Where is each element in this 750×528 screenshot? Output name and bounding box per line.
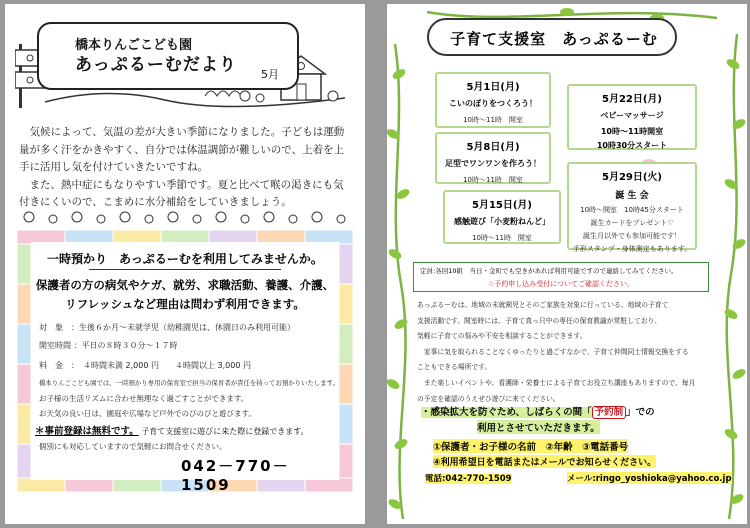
support-room-title-frame — [427, 18, 677, 56]
reservation-notice: ☆予約申し込み受付についてご確認ください。 — [487, 280, 635, 288]
org-name: 橋本りんごこども園 — [75, 38, 193, 53]
event-time: 10時〜11時 開室 — [472, 234, 532, 242]
description-line: の予定を確認のうえぜひ遊びに来てください。 — [417, 394, 560, 403]
event-name: 誕 生 会 — [615, 191, 649, 201]
event-card — [435, 72, 551, 128]
phone-number: 042－770－1509 — [181, 457, 290, 494]
notice-registration — [35, 423, 309, 437]
event-name: 足型でワンワンを作ろう！ — [445, 159, 541, 168]
description-line: あっぷるーむは、地域の未就園児とそのご家族を対象に行っている、地域の子育て — [417, 301, 669, 309]
description-line: こともできる場所です。 — [417, 363, 492, 372]
newsletter-left-page — [5, 4, 365, 524]
newsletter-right-page — [387, 4, 747, 524]
notice-title-underline — [89, 269, 281, 270]
event-card — [567, 84, 697, 150]
description-line: また楽しいイベントや、看護師・栄養士による子育てお役立ち講座もありますので、毎月 — [417, 378, 696, 387]
event-name: ベビーマッサージ — [600, 111, 664, 120]
newsletter-banner — [15, 16, 345, 112]
contact-details — [425, 472, 732, 484]
capacity-text: 定員:各回10組 当日・金町でも空きがあれば利用可能ですので連絡してみてください。 — [420, 267, 678, 275]
notice-lead-line: 保護者の方の病気やケガ、就労、求職活動、養護、介護、 — [35, 278, 335, 292]
description-line: 家事に気を取られることなくゆったりと過ごすなかで、子育て仲間同士情報交換をする — [417, 347, 689, 356]
newsletter-month: 5月 — [261, 68, 279, 81]
reservation-required-label: 予約制 — [592, 406, 627, 419]
support-room-title: 子育て支援室 あっぷるーむ — [450, 30, 658, 48]
event-note: 手形スタンプ・身体測定もあります。 — [572, 245, 692, 253]
event-date: 5月22日(月) — [601, 94, 662, 105]
covid-line-end: 」での — [626, 407, 655, 418]
required-info: ①保護者・お子様の名前 ②年齢 ③電話番号 — [433, 439, 628, 453]
description-line: 気軽に子育ての悩みや不安を相談することができます。 — [417, 332, 587, 341]
notice-note: お子様の生活リズムに合わせ無理なく過ごすことができます。 — [39, 394, 249, 403]
notice-lead-line: リフレッシュなど理由は問わず利用できます。 — [65, 297, 305, 311]
covid-line: 利用とさせていただきます。 — [477, 420, 600, 434]
event-date: 5月1日(月) — [466, 82, 520, 93]
notice-note: 橋本りんごこども園では、一時預かり専用の保育室で担当の保育者が責任を持ってお預かりいたします。 — [39, 379, 339, 387]
event-name: 感触遊び「小麦粉ねんど」 — [454, 217, 550, 226]
event-time: 10時〜開室 10時45分スタート — [580, 206, 684, 214]
room-description — [417, 298, 717, 407]
event-time: 10時〜11時 開室 — [463, 176, 523, 184]
description-line: 支援活動です。開室時には、子育て真っ只中の専任の保育教諭が常駐しており、 — [417, 316, 662, 325]
notice-note: 個別にも対応していますので気軽にお問合せください。 — [39, 442, 227, 451]
covid-line-start: ・感染拡大を防ぐため、しばらくの間「 — [421, 407, 592, 418]
event-name: こいのぼりをつくろう！ — [449, 99, 537, 108]
contact-instruction: ④利用希望日を電話またはメールでお知らせください。 — [433, 455, 656, 468]
contact-phone: 電話:042-770-1509 — [425, 474, 512, 484]
notice-title: 一時預かり あっぷるーむを利用してみませんか。 — [47, 252, 323, 266]
notice-content — [31, 242, 339, 494]
event-note: 誕生カードをプレゼント♡ — [590, 219, 674, 227]
contact-email: メール:ringo_yoshioka@yahoo.co.jp — [567, 474, 732, 484]
event-note: 誕生月以外でも参加可能です！ — [583, 232, 681, 240]
covid-line — [421, 404, 655, 418]
temporary-care-notice — [17, 230, 353, 492]
notice-note: お天気の良い日は、園庭や広場など戸外でのびのびと遊びます。 — [39, 409, 256, 418]
intro-text — [19, 124, 353, 212]
event-time: 10時〜11時 開室 — [463, 116, 523, 124]
registration-text: 子育て支援室に遊びに来た際に登録できます。 — [141, 427, 309, 436]
intro-paragraph: また、熱中症にもなりやすい季節です。夏と比べて喉の渇きにも気付きにくいので、こまめに水分補給をしていきましょう。 — [19, 178, 344, 208]
intro-paragraph: 気候によって、気温の差が大きい季節になりました。子どもは運動量が多く汗をかきやすく、自分では体温調節が難しいので、上着を上手に活用し気を付けていきたいですね。 — [19, 126, 345, 173]
notice-lead — [31, 276, 339, 314]
registration-free-label: ＊事前登録は無料です。 — [35, 426, 139, 437]
event-card — [567, 162, 697, 253]
covid-reservation-notice — [421, 404, 732, 494]
event-time: 10時〜11時開室 — [600, 127, 664, 136]
event-card — [435, 132, 551, 184]
event-date: 5月15日(月) — [471, 200, 532, 211]
notice-fee: 料 金 ： ４時間未満 2,000 円 ４時間以上 3,000 円 — [39, 361, 251, 370]
event-start-time: 10時30分スタート — [596, 141, 668, 150]
event-date: 5月8日(月) — [466, 142, 520, 153]
capacity-notice — [413, 262, 709, 292]
decorative-animal-row — [15, 207, 355, 227]
event-card — [443, 190, 561, 244]
event-date: 5月29日(火) — [601, 172, 662, 183]
notice-hours: 開室時間 ：平日の８時３０分〜１７時 — [39, 341, 178, 350]
newsletter-title: あっぷるーむだより — [75, 55, 237, 75]
notice-target: 対 象 ：生後６か月〜未就学児（幼稚園児は、休園日のみ利用可能） — [39, 323, 295, 332]
